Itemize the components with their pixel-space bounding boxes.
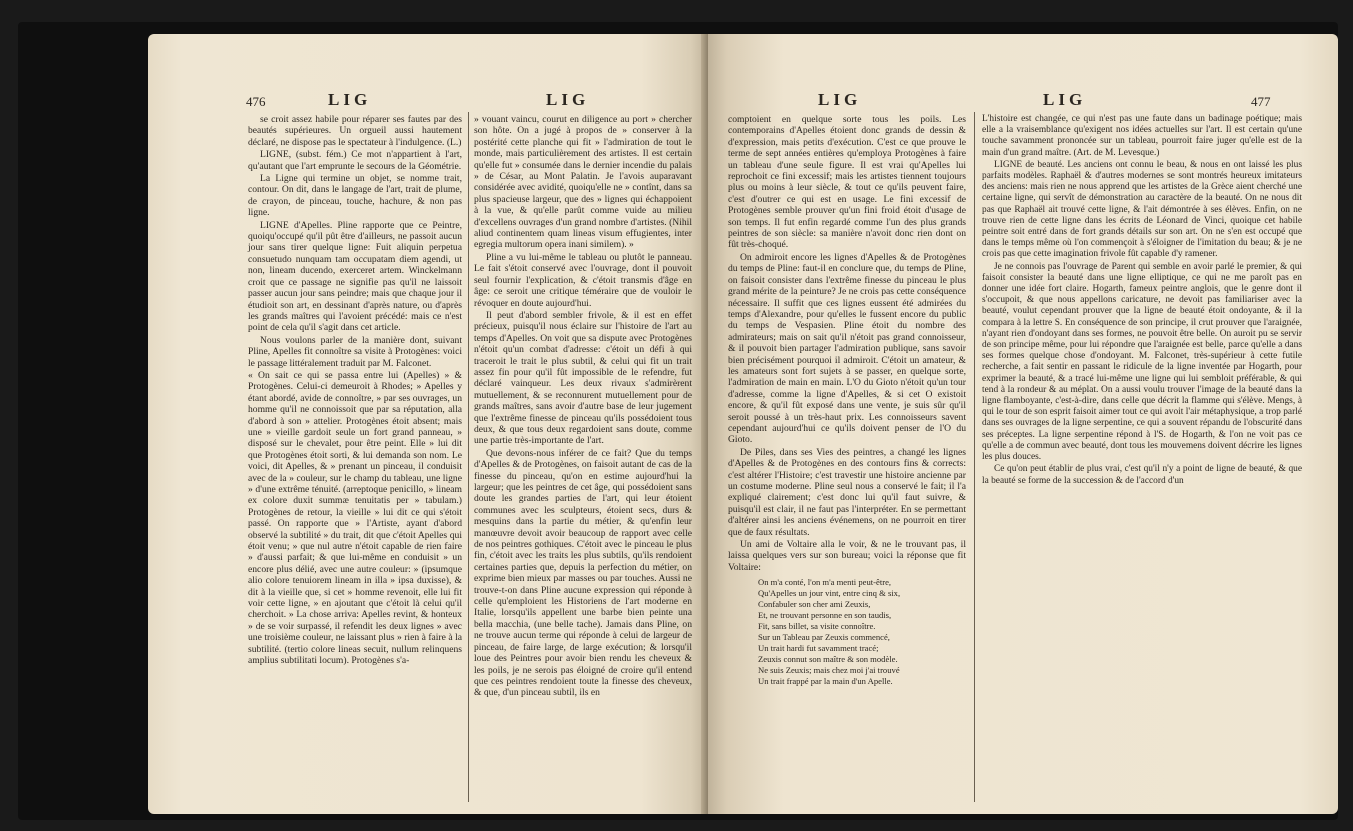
running-header: LIG [546,90,590,109]
paragraph: LIGNE d'Apelles. Pline rapporte que ce Peintre, quoiqu'occupé qu'il pût être d'ailleurs, ne passoit aucun jour sans tirer quelque ligne: Fuit aliquin perpetua consuetudo nunquam tam occupatam diem agendi, ut non, lineam ducendo, exerceret artem. Winckelmann croit que ce passage ne signifie pas qu'il ne laissoit passer aucun jour sans peindre; mais que chaque jour il étudioit son art, en dessinant d'après nature, ou d'après les grands maîtres qui l'avoient précédé: mais ce n'est point de cela qu'il s'agit dans cet article. [248,219,462,334]
paragraph: Que devons-nous inférer de ce fait? Que du temps d'Apelles & de Protogènes, on faisoit autant de cas de la finesse du pinceau, qu'on en estime aujourd'hui la largeur; que les peintres de cet âge, qui possédoient sans doute les grandes parties de l'art, qui leur étoient communes avec les sculpteurs, étoient secs, durs & mesquins dans la partie du métier, & qu'enfin leur manœuvre devoit avoir beaucoup de rapport avec celle de nos peintres gothiques. C'étoit avec le pinceau le plus fin, c'étoit avec les traits les plus subtils, qu'ils rendoient certaines parties que, depuis la perfection du métier, on exprime bien mieux par masses ou par touches. Aussi ne trouve-t-on dans Pline aucune expression qui réponde à celle qu'emploient les Historiens de l'art moderne en Italie, lorsqu'ils appellent une barbe bien peinte una bella macchia, (une belle tache). Jamais dans Pline, on ne trouve aucun terme qui réponde à celui de largeur de pinceau, de faire large, de large exécution; & lorsqu'il loue des Peintres pour avoir bien rendu les cheveux & les poils, je ne serois pas éloigné de croire qu'il entend que ces peintres rendoient toute la finesse des cheveux, & que, d'un pinceau subtil, ils en [474,447,692,699]
text-column [982,114,1302,488]
verse-line: Sur un Tableau par Zeuxis commencé, [758,632,890,643]
verse-line: On m'a conté, l'on m'a menti peut-être, [758,577,892,588]
verse-line: Ne suis Zeuxis; mais chez moi j'ai trouvé [758,665,900,676]
left-page [148,34,708,814]
text-column [474,114,692,700]
right-page [708,34,1338,814]
verse-line: Qu'Apelles un jour vint, entre cinq & six, [758,588,901,599]
paragraph: Je ne connois pas l'ouvrage de Parent qui semble en avoir parlé le premier, & qui faisoit consister la beauté dans une ligne elliptique, ce qui ne me paroît pas en donner une idée fort claire. Hogarth, fameux peintre anglois, que le genre dont il s'occupoit, & que nous appellons caricature, ne devoit pas familiariser avec la beauté, voulut cependant prouver que la ligne de beauté étoit ondoyante, & il la compara à la lettre S. En conséquence de son principe, il crut prouver que l'araignée, n'ayant rien d'ondoyant dans ses formes, ne pouvoit être belle. On auroit pu se servir de son principe même, pour lui répondre que l'araignée est belle, parce qu'elle a dans ses formes quelque chose d'ondoyant. M. Falconet, très-supérieur à cette futile recherche, a fait sentir en passant le ridicule de la ligne inventée par Hogarth, pour exprimer la beauté, & a tracé lui-même une ligne qui lui sembloit préférable, & qui tend à la rondeur & au méplat. On a aussi voulu trouver l'image de la beauté dans la ligne flamboyante, c'est-à-dire, dans celle que décrit la flamme qui s'élève. Mengs, à qui le tour de son esprit faisoit aimer tout ce qui avoit l'air métaphysique, a trop parlé dans ses ouvrages de la ligne serpentine, ce qui a souvent répandu de l'obscurité dans ses préceptes. La ligne serpentine répond à l'S. de Hogarth, & l'on ne voit pas ce qu'elle a de commun avec beauté, dont tous les mouvemens doivent décrire les lignes les plus douces. [982,261,1302,463]
text-column [728,114,966,691]
paragraph: Un ami de Voltaire alla le voir, & ne le trouvant pas, il laissa quelques vers sur son bureau; voici la réponse que fit Voltaire: [728,539,966,573]
paragraph: On admiroit encore les lignes d'Apelles & de Protogènes du temps de Pline: faut-il en conclure que, du temps de Pline, on faisoit consister dans l'extrême finesse du pinceau le plus grand mérite de la peinture? Je ne crois pas cette conséquence nécessaire. Il suffit que ces lignes eussent été admirées du temps d'Alexandre, pour qu'elles le fussent encore du public du temps de Vespasien. Pline étoit du nombre des admirateurs; mais on sait qu'il n'étoit pas grand connoisseur, & il pouvoit bien partager l'admiration publique, sans savoir bien précisément pourquoi il admiroit. C'étoit un amateur, & les amateurs sont fort sujets à se passer, en quelque sorte, l'admiration de main en main. L'O du Gioto n'étoit qu'un tour d'adresse, comme la ligne d'Apelles, & si cet O existoit encore, & qu'il fût exposé dans une vente, je suis sûr qu'il seroit poussé à un très-haut prix. Les connoisseurs savent cependant aujourd'hui ce qu'ils doivent penser de l'O du Gioto. [728,251,966,446]
running-header: LIG [818,90,862,109]
running-header: LIG [1043,90,1087,109]
paragraph: Il peut d'abord sembler frivole, & il est en effet précieux, puisqu'il nous éclaire sur l'histoire de l'art au temps d'Apelles. On voit que sa dispute avec Protogènes n'étoit qu'un combat d'adresse: c'étoit un défi à qui traceroit le trait le plus subtil, & celui qui fit un trait assez fin pour qu'il fût impossible de le refendre, fut déclaré vainqueur. Les deux rivaux s'admirèrent mutuellement, & se reconnurent mutuellement pour de grands maîtres, sans avoir d'autre base de leur jugement que l'extrême finesse de pinceau qu'ils possédoient tous deux, & que tous deux regardoient sans doute, comme une partie très-importante de l'art. [474,309,692,447]
page-number: 476 [246,94,266,109]
paragraph: La Ligne qui termine un objet, se nomme trait, contour. On dit, dans le langage de l'art, trait de plume, de crayon, de pinceau, touche, hachure, & non pas ligne. [248,173,462,219]
column-rule [974,112,975,802]
paragraph: Pline a vu lui-même le tableau ou plutôt le panneau. Le fait s'étoit conservé avec l'ouvrage, dont il pouvoit seul fournir l'explication, & c'étoit transmis d'âge en âge: ce seroit une critique téméraire que de vouloir le révoquer en doute aujourd'hui. [474,251,692,309]
paragraph: L'histoire est changée, ce qui n'est pas une faute dans un badinage poétique; mais elle a la vraisemblance qu'exigent nos idées actuelles sur l'art. Il est certain qu'une touche savamment prononcée sur un tableau, pourroit faire juger qu'elle est de la main d'un grand maître. (Art. de M. Levesque.) [982,114,1302,158]
verse-line: Un trait frappé par la main d'un Apelle. [758,676,893,687]
paragraph: » vouant vaincu, courut en diligence au port » chercher son hôte. On a jugé à propos de » conserver à la postérité cette planche qui fit » l'admiration de tout le monde, mais particulièrement des artistes. Il est certain qu'elle fut » consumée dans le dernier incendie du palais » de César, au Mont Palatin. Je l'avois auparavant considérée avec avidité, quoiqu'elle ne » contînt, dans sa plus spacieuse largeur, que des » lignes qui échappoient à la vue, & qu'elle parût comme vuide au milieu d'excellens ouvrages d'un grand nombre d'artistes. (Nihil aliud continentem quam lineas visum effugientes, inter egregia multorum opera inani similem). » [474,114,692,251]
paragraph: Ce qu'on peut établir de plus vrai, c'est qu'il n'y a point de ligne de beauté, & que la beauté se forme de la succession & de l'accord d'un [982,464,1302,486]
running-header: LIG [328,90,372,109]
paragraph: De Piles, dans ses Vies des peintres, a changé les lignes d'Apelles & de Protogènes en des contours fins & corrects: c'est altérer l'Histoire; c'est travestir une histoire ancienne par un costume moderne. Pline seul nous a conservé le fait; il l'a expliqué clairement; c'est donc lui qu'il faut suivre, & puisqu'il est clair, il ne faut pas l'interpréter. En se permettant d'altérer ainsi les anciens événemens, on ne pourroit en tirer que de faux résultats. [728,446,966,538]
paragraph: LIGNE, (subst. fém.) Ce mot n'appartient à l'art, qu'autant que l'art emprunte le secours de la Géométrie. [248,149,462,172]
verse-line: Un trait hardi fut savamment tracé; [758,643,879,654]
verse-line: Confabuler son cher ami Zeuxis, [758,599,871,610]
paragraph: se croit assez habile pour réparer ses fautes par des beautés supérieures. Un orgueil aussi hautement déclaré, ne dispose pas le spectateur à l'indulgence. (L.) [248,114,462,148]
paragraph: LIGNE de beauté. Les anciens ont connu le beau, & nous en ont laissé les plus parfaits modèles. Raphaël & d'autres modernes se sont montrés heureux imitateurs des anciens: mais rien ne nous apprend que les artistes de la Grèce aient cherché une certaine ligne, qui servît de démonstration au caractère de la beauté. On ne nous dit pas que Raphaël ait trouvé cette ligne, & l'ait démontrée à ses élèves. Enfin, on ne trouve rien de cette ligne dans les écrits de Léonard de Vinci, quoique cet habile peintre soit entré dans de fort grands détails sur son art. On ne s'en est occupé que dans le temps même où l'on commençoit à s'éloigner de l'imitation du beau; & je ne crois pas que cette imagination frivole fût capable d'y ramener. [982,159,1302,260]
page-number: 477 [1251,94,1271,109]
text-column [248,114,462,668]
verse-block [758,577,966,687]
paragraph: Nous voulons parler de la manière dont, suivant Pline, Apelles fit connoître sa visite à Protogènes: voici le passage littéralement traduit par M. Falconet. [248,334,462,369]
paragraph: « On sait ce qui se passa entre lui (Apelles) » & Protogènes. Celui-ci demeuroit à Rhodes; » Apelles y étant abordé, avide de connoître, » par ses ouvrages, un homme qu'il ne connoissoit que par sa réputation, alla d'abord à son » attelier. Protogènes étoit absent; mais une » vieille gardoit seule un fort grand panneau, » disposé sur le chevalet, pour être peint. Elle » lui dit que Protogènes étoit sorti, & lui demanda son nom. Le voici, dit Apelles, & » prenant un pinceau, il conduisit avec de la » couleur, sur le champ du tableau, une ligne » d'une extrême ténuité. (arreptoque penicillo, » lineam ex colore duxit summæ tenuitatis per » tabulam.) Protogènes de retour, la vieille » lui dit ce qui s'étoit passé. On rapporte que » l'Artiste, ayant d'abord observé la subtilité » du trait, dit que c'étoit Apelles qui étoit venu; » que nul autre n'étoit capable de rien faire » d'aussi parfait; & que lui-même en conduisit » un encore plus délié, avec une autre couleur: » (ipsumque alio colore tenuiorem lineam in illa » ipsa duxisse), & dit à la vieille que, si cet » homme revenoit, elle lui fit voir cette ligne, » en ajoutant que c'étoit là celui qu'il cherchoit. » La chose arriva: Apelles revint, & honteux » de se voir surpassé, il refendit les deux lignes » avec une troisième couleur, ne laissant plus » rien à faire à la subtilité. (tertio colore lineas secuit, nullum relinquens amplius subtilitati locum). Protogènes s'a- [248,369,462,667]
paragraph: comptoient en quelque sorte tous les poils. Les contemporains d'Apelles étoient donc grands de dessin & d'expression, mais petits d'exécution. C'est ce que prouve le terme de sept années entières qu'employa Protogènes à faire un tableau d'une seule figure. Il est vrai qu'Apelles lui reprochoit ce fini excessif; mais les artistes tiennent toujours plus ou moins à leur siècle, & tout ce qu'ils peuvent faire, c'est d'outrer ce qui est en usage. Le fini excessif de Protogènes semble prouver qu'un fini froid étoit d'usage de son temps. Il fut enfin regardé comme l'un des plus grands peintres de son siècle: sa manière n'avoit donc rien dont on fût très-choqué. [728,114,966,251]
verse-line: Zeuxis connut son maître & son modèle. [758,654,898,665]
verse-line: Et, ne trouvant personne en son taudis, [758,610,892,621]
column-rule [468,112,469,802]
book-spread [18,22,1338,820]
verse-line: Fit, sans billet, sa visite connoître. [758,621,876,632]
